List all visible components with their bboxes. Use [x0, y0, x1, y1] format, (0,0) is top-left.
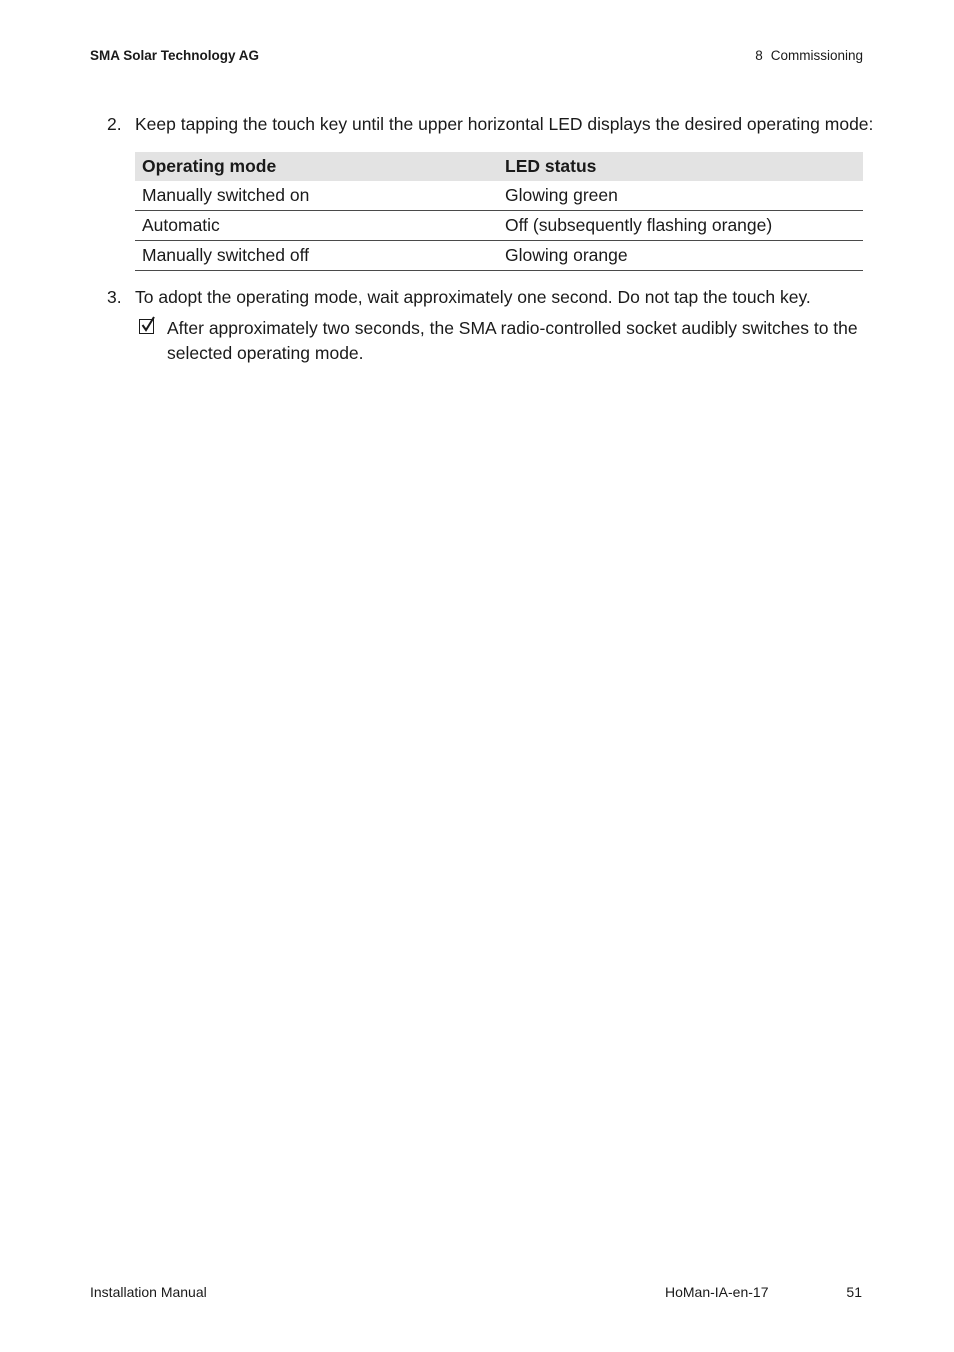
table-row [135, 241, 863, 271]
company-name: SMA Solar Technology AG [90, 48, 260, 63]
table-row [135, 211, 863, 241]
step-text: Keep tapping the touch key until the upper horizontal LED displays the desired operating mode: [135, 114, 874, 134]
operating-mode-table [135, 152, 863, 271]
chapter-heading [755, 48, 863, 63]
table-cell: Automatic [135, 211, 498, 241]
page-number: 51 [846, 1284, 862, 1300]
table-cell: Off (subsequently flashing orange) [498, 211, 863, 241]
table-cell: Glowing orange [498, 241, 863, 271]
chapter-number: 8 [755, 48, 763, 63]
table-cell: Glowing green [498, 181, 863, 211]
document-title: Installation Manual [90, 1284, 207, 1300]
result-text: After approximately two seconds, the SMA radio-controlled socket audibly switches to the selected operating mode. [167, 318, 858, 363]
step-number: 3. [107, 287, 122, 307]
step-text: To adopt the operating mode, wait approximately one second. Do not tap the touch key. [135, 287, 811, 307]
column-header-operating-mode: Operating mode [135, 152, 498, 181]
table-header-row [135, 152, 863, 181]
chapter-title: Commissioning [770, 48, 863, 63]
table-cell: Manually switched off [135, 241, 498, 271]
page-header [90, 48, 863, 68]
step-number: 2. [107, 114, 122, 134]
document-code: HoMan-IA-en-17 [665, 1284, 769, 1300]
column-header-led-status: LED status [498, 152, 863, 181]
table-row [135, 181, 863, 211]
checkbox-checked-icon [139, 319, 154, 334]
table-cell: Manually switched on [135, 181, 498, 211]
page-footer [90, 1284, 862, 1304]
